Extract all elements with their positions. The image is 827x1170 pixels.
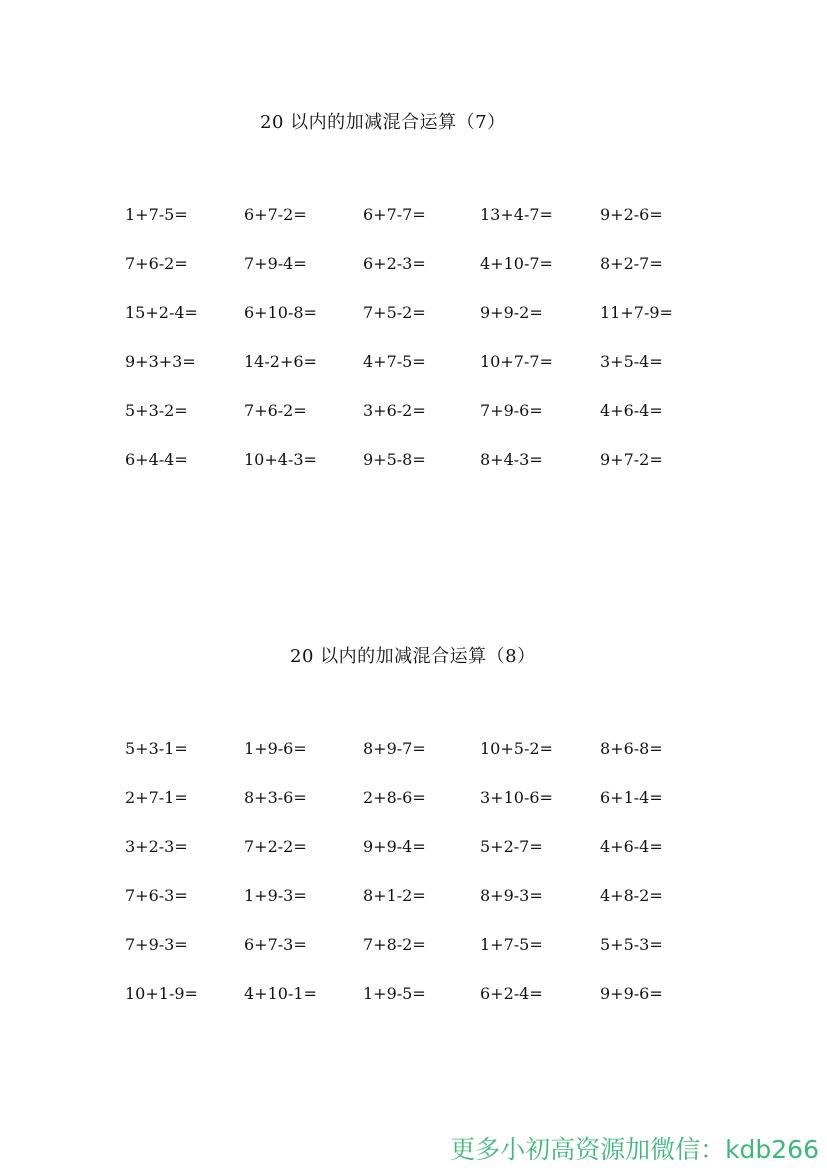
math-problem: 9+9-4= — [363, 837, 426, 856]
math-problem: 8+4-3= — [480, 450, 543, 469]
math-problem: 9+3+3= — [125, 352, 196, 371]
math-problem: 6+7-2= — [244, 205, 307, 224]
worksheet-title-8: 20 以内的加减混合运算（8） — [290, 646, 536, 667]
math-problem: 8+9-3= — [480, 886, 543, 905]
math-problem: 4+8-2= — [600, 886, 663, 905]
math-problem: 8+2-7= — [600, 254, 663, 273]
math-problem: 5+2-7= — [480, 837, 543, 856]
math-problem: 9+2-6= — [600, 205, 663, 224]
math-problem: 4+6-4= — [600, 401, 663, 420]
problem-grid-8 — [125, 738, 720, 1032]
math-problem: 10+7-7= — [480, 352, 553, 371]
math-problem: 7+2-2= — [244, 837, 307, 856]
math-problem: 6+10-8= — [244, 303, 317, 322]
math-problem: 3+6-2= — [363, 401, 426, 420]
math-problem: 1+9-3= — [244, 886, 307, 905]
math-problem: 7+9-3= — [125, 935, 188, 954]
math-problem: 13+4-7= — [480, 205, 553, 224]
math-problem: 2+8-6= — [363, 788, 426, 807]
math-problem: 11+7-9= — [600, 303, 673, 322]
math-problem: 1+9-5= — [363, 984, 426, 1003]
math-problem: 1+9-6= — [244, 739, 307, 758]
math-problem: 8+9-7= — [363, 739, 426, 758]
math-problem: 4+10-1= — [244, 984, 317, 1003]
math-problem: 8+6-8= — [600, 739, 663, 758]
math-problem: 6+7-7= — [363, 205, 426, 224]
math-problem: 7+6-3= — [125, 886, 188, 905]
math-problem: 7+5-2= — [363, 303, 426, 322]
math-problem: 3+5-4= — [600, 352, 663, 371]
math-problem: 6+7-3= — [244, 935, 307, 954]
math-problem: 9+5-8= — [363, 450, 426, 469]
promo-watermark: 更多小初高资源加微信：kdb266 — [450, 1135, 819, 1164]
math-problem: 2+7-1= — [125, 788, 188, 807]
problem-grid-7 — [125, 204, 720, 498]
math-problem: 3+10-6= — [480, 788, 553, 807]
math-problem: 5+3-2= — [125, 401, 188, 420]
math-problem: 6+1-4= — [600, 788, 663, 807]
math-problem: 10+5-2= — [480, 739, 553, 758]
math-problem: 5+5-3= — [600, 935, 663, 954]
math-problem: 7+6-2= — [244, 401, 307, 420]
math-problem: 7+6-2= — [125, 254, 188, 273]
math-problem: 6+4-4= — [125, 450, 188, 469]
math-problem: 9+9-2= — [480, 303, 543, 322]
math-problem: 9+7-2= — [600, 450, 663, 469]
worksheet-title-7: 20 以内的加减混合运算（7） — [260, 112, 506, 133]
math-problem: 8+1-2= — [363, 886, 426, 905]
math-problem: 14-2+6= — [244, 352, 317, 371]
math-problem: 4+10-7= — [480, 254, 553, 273]
math-problem: 15+2-4= — [125, 303, 198, 322]
math-problem: 1+7-5= — [125, 205, 188, 224]
math-problem: 3+2-3= — [125, 837, 188, 856]
math-problem: 6+2-3= — [363, 254, 426, 273]
math-problem: 10+1-9= — [125, 984, 198, 1003]
math-problem: 7+9-6= — [480, 401, 543, 420]
math-problem: 8+3-6= — [244, 788, 307, 807]
math-problem: 5+3-1= — [125, 739, 188, 758]
math-problem: 7+9-4= — [244, 254, 307, 273]
math-problem: 10+4-3= — [244, 450, 317, 469]
math-problem: 4+7-5= — [363, 352, 426, 371]
math-problem: 1+7-5= — [480, 935, 543, 954]
math-problem: 9+9-6= — [600, 984, 663, 1003]
math-problem: 6+2-4= — [480, 984, 543, 1003]
math-problem: 4+6-4= — [600, 837, 663, 856]
math-problem: 7+8-2= — [363, 935, 426, 954]
